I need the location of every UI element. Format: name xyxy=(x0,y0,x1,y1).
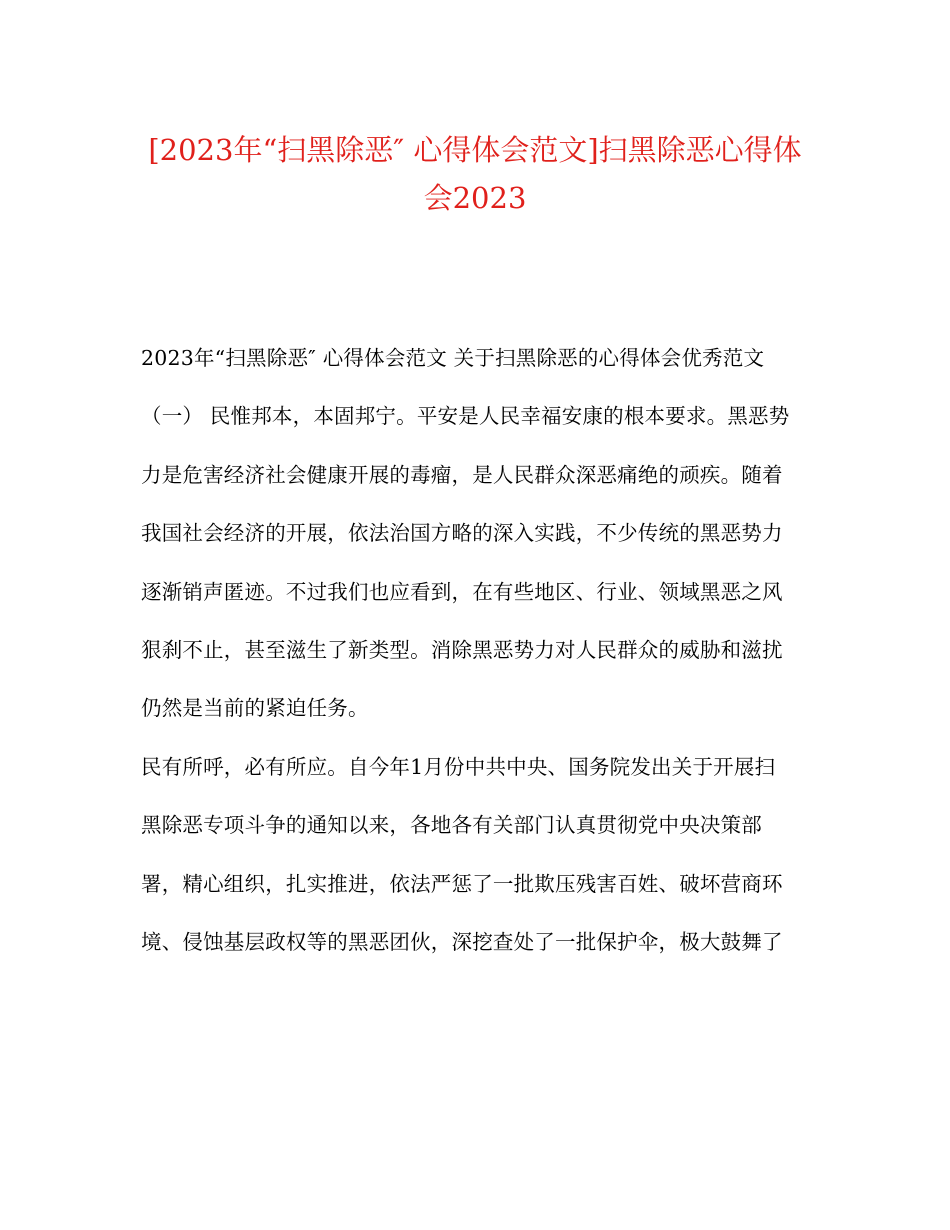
body-line: 我国社会经济的开展，依法治国方略的深入实践，不少传统的黑恶势力 xyxy=(141,521,783,546)
body-line: 狠刹不止，甚至滋生了新类型。消除黑恶势力对人民群众的威胁和滋扰 xyxy=(141,637,783,662)
body-line: 2023年“扫黑除恶″ 心得体会范文 关于扫黑除恶的心得体会优秀范文 xyxy=(141,346,765,370)
body-line: 逐渐销声匿迹。不过我们也应看到，在有些地区、行业、领域黑恶之风 xyxy=(141,579,783,604)
document-body xyxy=(141,334,813,976)
body-line: 黑除恶专项斗争的通知以来，各地各有关部门认真贯彻党中央决策部 xyxy=(141,813,762,838)
body-line: 力是危害经济社会健康开展的毒瘤，是人民群众深恶痛绝的顽疾。随着 xyxy=(141,462,783,487)
body-line: 仍然是当前的紧迫任务。 xyxy=(141,696,369,721)
body-line: （一） 民惟邦本，本固邦宁。平安是人民幸福安康的根本要求。黑恶势 xyxy=(141,404,790,429)
body-line: 境、侵蚀基层政权等的黑恶团伙，深挖查处了一批保护伞，极大鼓舞了 xyxy=(141,929,783,954)
body-line: 民有所呼，必有所应。自今年1月份中共中央、国务院发出关于开展扫 xyxy=(141,754,776,779)
body-line: 署，精心组织，扎实推进，依法严惩了一批欺压残害百姓、破坏营商环 xyxy=(141,871,783,896)
document-title: [2023年“扫黑除恶″ 心得体会范文]扫黑除恶心得体会2023 xyxy=(148,133,802,215)
